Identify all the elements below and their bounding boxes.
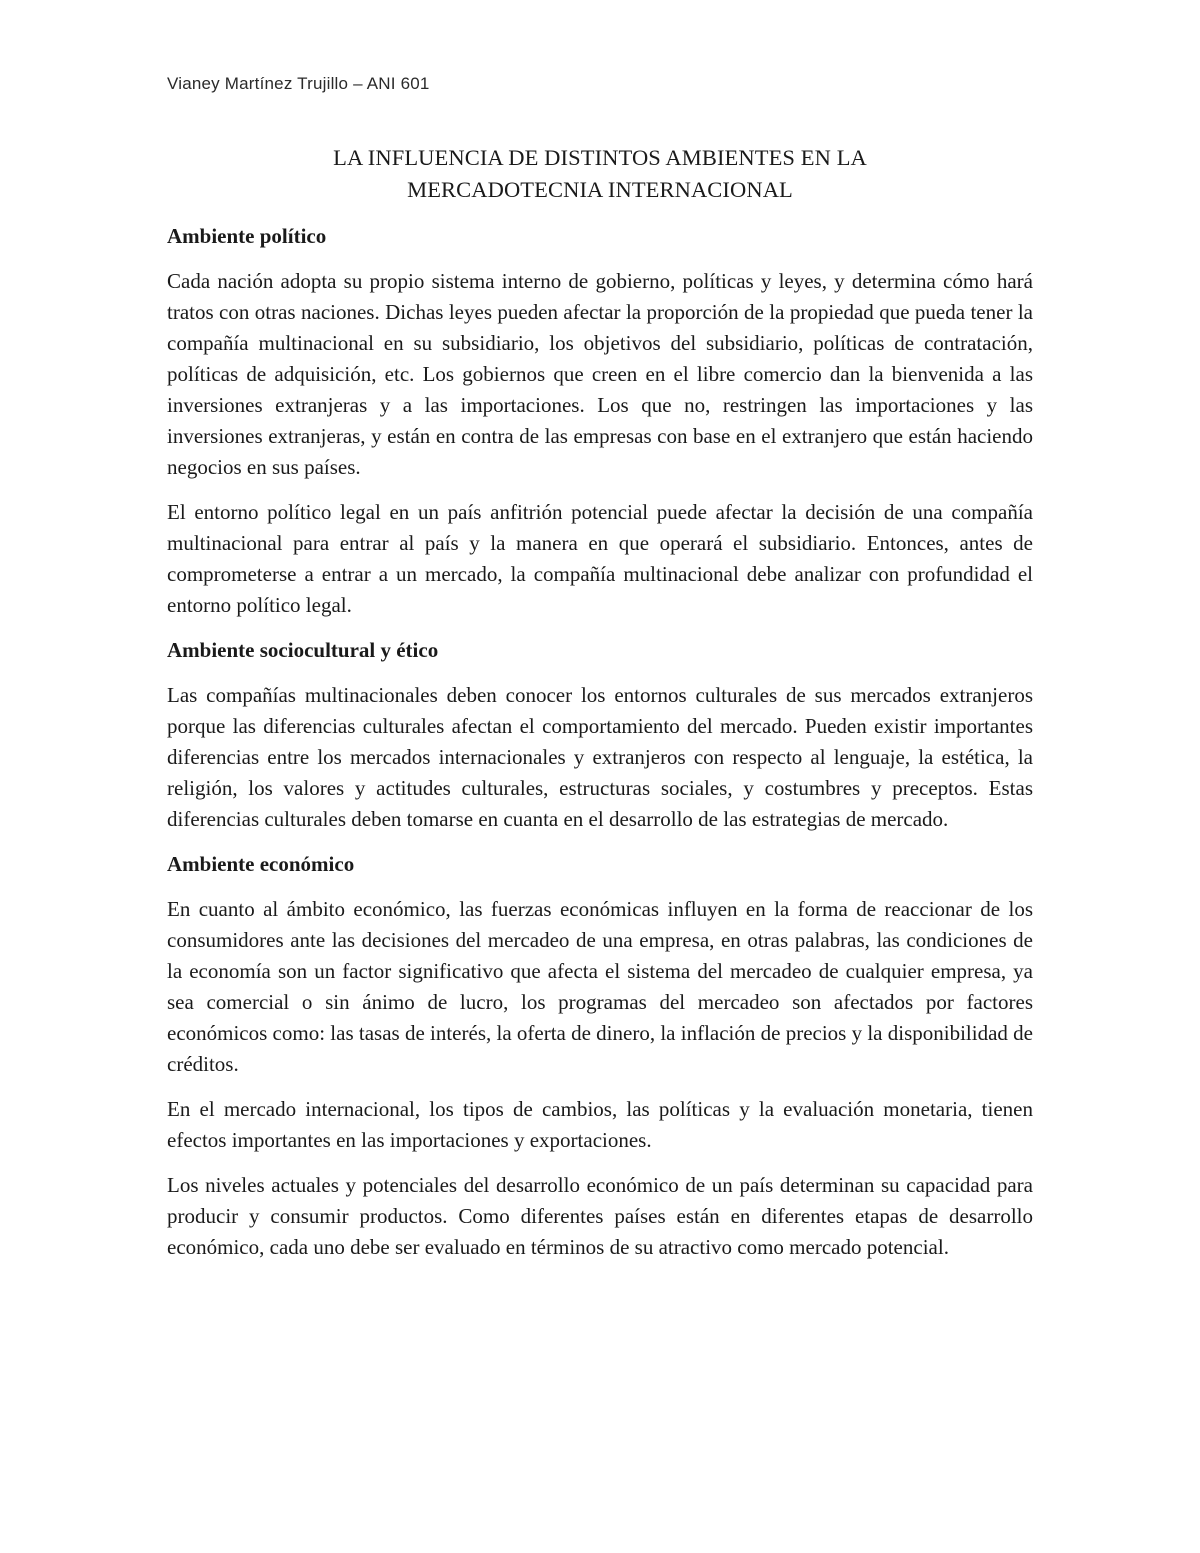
- title-line-1: LA INFLUENCIA DE DISTINTOS AMBIENTES EN LA: [333, 145, 867, 170]
- paragraph: En cuanto al ámbito económico, las fuerzas económicas influyen en la forma de reaccionar de los consumidores ante las decisiones del mercadeo de una empresa, en otras palabras, las condiciones de la economía son un factor significativo que afecta el sistema del mercadeo de cualquier empresa, ya sea comercial o sin ánimo de lucro, los programas del mercadeo son afectados por factores económicos como: las tasas de interés, la oferta de dinero, la inflación de precios y la disponibilidad de créditos.: [167, 897, 1033, 1076]
- paragraph: En el mercado internacional, los tipos de cambios, las políticas y la evaluación monetaria, tienen efectos importantes en las importaciones y exportaciones.: [167, 1097, 1033, 1152]
- section-heading-economico: Ambiente económico: [167, 852, 355, 876]
- paragraph: Las compañías multinacionales deben conocer los entornos culturales de sus mercados extranjeros porque las diferencias culturales afectan el comportamiento del mercado. Pueden existir importantes diferencias entre los mercados internacionales y extranjeros con respecto al lenguaje, la estética, la religión, los valores y actitudes culturales, estructuras sociales, y costumbres y preceptos. Estas diferencias culturales deben tomarse en cuanta en el desarrollo de las estrategias de mercado.: [167, 683, 1033, 831]
- section-heading-sociocultural: Ambiente sociocultural y ético: [167, 638, 439, 662]
- paragraph: Los niveles actuales y potenciales del desarrollo económico de un país determinan su capacidad para producir y consumir productos. Como diferentes países están en diferentes etapas de desarrollo económico, cada uno debe ser evaluado en términos de su atractivo como mercado potencial.: [167, 1173, 1033, 1259]
- paragraph: El entorno político legal en un país anfitrión potencial puede afectar la decisión de una compañía multinacional para entrar al país y la manera en que operará el subsidiario. Entonces, antes de comprometerse a entrar a un mercado, la compañía multinacional debe analizar con profundidad el entorno político legal.: [167, 500, 1033, 617]
- paragraph: Cada nación adopta su propio sistema interno de gobierno, políticas y leyes, y determina cómo hará tratos con otras naciones. Dichas leyes pueden afectar la proporción de la propiedad que pueda tener la compañía multinacional en su subsidiario, los objetivos del subsidiario, políticas de contratación, políticas de adquisición, etc. Los gobiernos que creen en el libre comercio dan la bienvenida a las inversiones extranjeras y a las importaciones. Los que no, restringen las importaciones y las inversiones extranjeras, y están en contra de las empresas con base en el extranjero que están haciendo negocios en sus países.: [167, 269, 1033, 479]
- author-header: Vianey Martínez Trujillo – ANI 601: [167, 74, 430, 93]
- document-title: [167, 142, 1033, 206]
- title-line-2: MERCADOTECNIA INTERNACIONAL: [407, 177, 793, 202]
- section-heading-politico: Ambiente político: [167, 224, 327, 248]
- document-body: [167, 142, 1033, 1277]
